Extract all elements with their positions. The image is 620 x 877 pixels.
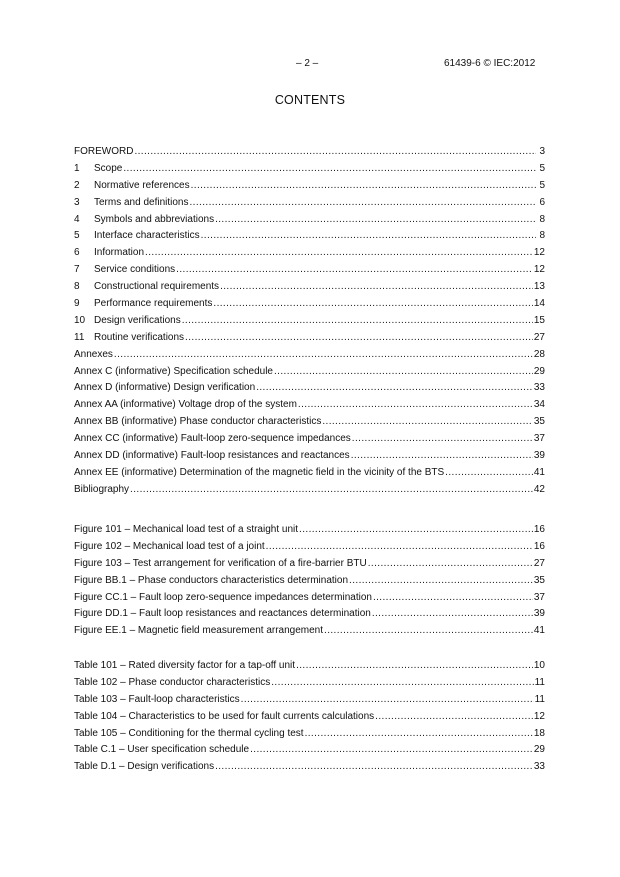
toc-entry[interactable] — [74, 726, 545, 743]
dot-leader — [185, 330, 533, 347]
toc-entry[interactable] — [74, 709, 545, 726]
dot-leader — [213, 296, 532, 313]
toc-entry[interactable] — [74, 144, 545, 161]
toc-entry-page: 8 — [539, 213, 545, 225]
toc-entry-page: 39 — [533, 450, 545, 462]
dot-leader — [368, 556, 533, 573]
toc-entry-title: Table 101 – Rated diversity factor for a tap-off unit — [74, 660, 296, 671]
toc-entry-title: Annexes — [74, 348, 113, 360]
toc-entry-page: 10 — [533, 660, 545, 671]
toc-entry[interactable] — [74, 161, 545, 178]
toc-entry[interactable] — [74, 279, 545, 296]
toc-entry-page: 37 — [533, 591, 545, 603]
toc-entry-page: 12 — [533, 264, 545, 276]
dot-leader — [296, 658, 533, 675]
toc-entry[interactable] — [74, 228, 545, 245]
toc-entry-page: 28 — [533, 348, 545, 360]
toc-entry[interactable] — [74, 330, 545, 347]
toc-entry-title: Annex EE (informative) Determination of the magnetic field in the vicinity of the BTS — [74, 466, 445, 478]
toc-entry[interactable] — [74, 397, 545, 414]
toc-entry[interactable] — [74, 431, 545, 448]
toc-entry-title: Figure 102 – Mechanical load test of a joint — [74, 540, 265, 552]
toc-entry-title: Terms and definitions — [94, 196, 189, 208]
toc-entry-title: Service conditions — [94, 264, 176, 276]
dot-leader — [241, 692, 534, 709]
toc-entry-page: 35 — [533, 574, 545, 586]
toc-entry-page: 37 — [533, 433, 545, 445]
toc-entry-page: 27 — [533, 331, 545, 343]
toc-entry-number: 10 — [74, 314, 86, 326]
dot-leader — [351, 448, 533, 465]
toc-entry-number: 4 — [74, 213, 80, 225]
toc-entry-number: 1 — [74, 162, 80, 174]
dot-leader — [445, 465, 533, 482]
toc-entry-page: 29 — [533, 365, 545, 377]
toc-entry-title: Figure DD.1 – Fault loop resistances and reactances determination — [74, 608, 371, 620]
toc-entry-title: Annex CC (informative) Fault-loop zero-sequence impedances — [74, 433, 351, 445]
toc-entry[interactable] — [74, 178, 545, 195]
toc-entry[interactable] — [74, 296, 545, 313]
toc-entry-page: 6 — [539, 196, 545, 208]
toc-entry[interactable] — [74, 313, 545, 330]
toc-entry-number: 3 — [74, 196, 80, 208]
dot-leader — [176, 262, 533, 279]
toc-entry-title: Information — [94, 247, 145, 259]
dot-leader — [298, 397, 533, 414]
dot-leader — [324, 623, 533, 640]
dot-leader — [375, 709, 533, 726]
toc-entry-page: 12 — [533, 247, 545, 259]
toc-entry[interactable] — [74, 380, 545, 397]
toc-entry-page: 16 — [533, 524, 545, 535]
page-title: CONTENTS — [274, 93, 346, 107]
toc-entry[interactable] — [74, 692, 545, 709]
toc-entry-title: Table 102 – Phase conductor characteristics — [74, 676, 271, 688]
dot-leader — [220, 279, 533, 296]
toc-entry-page: 13 — [533, 281, 545, 293]
toc-entry-number: 2 — [74, 179, 80, 191]
dot-leader — [130, 482, 533, 499]
dot-leader — [305, 726, 533, 743]
toc-entry[interactable] — [74, 482, 545, 499]
dot-leader — [190, 195, 537, 212]
toc-entry-page: 11 — [534, 693, 545, 705]
tables-list — [74, 658, 545, 776]
toc-entry[interactable] — [74, 675, 545, 692]
toc-entry[interactable] — [74, 658, 545, 675]
toc-entry-page: 5 — [539, 179, 545, 191]
toc-entry-page: 42 — [533, 483, 545, 495]
toc-entry[interactable] — [74, 590, 545, 607]
toc-entry-page: 33 — [533, 382, 545, 394]
toc-entry-title: Figure EE.1 – Magnetic field measurement arrangement — [74, 625, 324, 637]
toc-entry[interactable] — [74, 623, 545, 640]
toc-entry[interactable] — [74, 522, 545, 539]
toc-entry[interactable] — [74, 195, 545, 212]
toc-entry-page: 3 — [539, 146, 545, 157]
toc-entry-title: Figure CC.1 – Fault loop zero-sequence impedances determination — [74, 591, 372, 603]
dot-leader — [215, 212, 536, 229]
dot-leader — [256, 380, 533, 397]
toc-entry[interactable] — [74, 573, 545, 590]
toc-entry-page: 34 — [533, 399, 545, 411]
toc-entry[interactable] — [74, 364, 545, 381]
toc-entry[interactable] — [74, 742, 545, 759]
toc-entry-title: Interface characteristics — [94, 230, 200, 242]
toc-entry-page: 39 — [533, 608, 545, 620]
dot-leader — [215, 759, 533, 776]
toc-entry-page: 8 — [539, 230, 545, 242]
dot-leader — [182, 313, 533, 330]
toc-entry-title: Table 104 – Characteristics to be used for fault currents calculations — [74, 710, 375, 722]
standard-reference: 61439-6 © IEC:2012 — [444, 58, 536, 69]
dot-leader — [201, 228, 536, 245]
toc-entry-title: Table D.1 – Design verifications — [74, 761, 215, 773]
toc-entry-title: Annex AA (informative) Voltage drop of the system — [74, 399, 297, 411]
toc-entry-title: Figure 103 – Test arrangement for verification of a fire-barrier BTU — [74, 557, 367, 569]
toc-entry-page: 33 — [533, 761, 545, 773]
toc-entry-title: Performance requirements — [94, 298, 213, 310]
figures-list — [74, 522, 545, 640]
toc-entry-title: Bibliography — [74, 483, 130, 495]
dot-leader — [352, 431, 533, 448]
toc-entry-page: 16 — [533, 540, 545, 552]
toc-entry-title: Figure BB.1 – Phase conductors characteristics determination — [74, 574, 349, 586]
toc-entry-title: Annex DD (informative) Fault-loop resistances and reactances — [74, 450, 350, 462]
toc-entry-title: Annex D (informative) Design verification — [74, 382, 256, 394]
toc-entry-title: FOREWORD — [74, 146, 134, 157]
dot-leader — [322, 414, 533, 431]
toc-entry-title: Scope — [94, 162, 123, 174]
toc-entry-title: Table C.1 – User specification schedule — [74, 744, 250, 756]
toc-entry-title: Constructional requirements — [94, 281, 220, 293]
dot-leader — [299, 522, 533, 539]
dot-leader — [271, 675, 533, 692]
toc-entry-page: 27 — [533, 557, 545, 569]
toc-entry-title: Symbols and abbreviations — [94, 213, 215, 225]
toc-entry[interactable] — [74, 539, 545, 556]
toc-entry-title: Table 105 – Conditioning for the thermal cycling test — [74, 727, 304, 739]
dot-leader — [191, 178, 536, 195]
toc-entry-number: 7 — [74, 264, 80, 276]
toc-entry[interactable] — [74, 759, 545, 776]
dot-leader — [274, 364, 533, 381]
toc-entry-page: 12 — [533, 710, 545, 722]
toc-entry[interactable] — [74, 212, 545, 229]
toc-entry-page: 41 — [533, 625, 545, 637]
toc-entry-page: 18 — [533, 727, 545, 739]
toc-entry[interactable] — [74, 448, 545, 465]
toc-entry-number: 6 — [74, 247, 80, 259]
toc-entry-title: Annex C (informative) Specification schedule — [74, 365, 273, 377]
toc-entry-number: 9 — [74, 298, 80, 310]
toc-entry[interactable] — [74, 606, 545, 623]
dot-leader — [373, 590, 533, 607]
dot-leader — [134, 144, 536, 161]
toc-entry[interactable] — [74, 262, 545, 279]
toc-entry-title: Routine verifications — [94, 331, 185, 343]
toc-entry-title: Figure 101 – Mechanical load test of a straight unit — [74, 524, 299, 535]
dot-leader — [349, 573, 533, 590]
page-number: – 2 – — [296, 58, 319, 69]
dot-leader — [250, 742, 533, 759]
toc-entry-title: Design verifications — [94, 314, 181, 326]
toc-entry-page: 29 — [533, 744, 545, 756]
toc-entry[interactable] — [74, 556, 545, 573]
toc-entry[interactable] — [74, 414, 545, 431]
contents-list — [74, 144, 545, 499]
toc-entry-number: 5 — [74, 230, 80, 242]
toc-entry-page: 41 — [533, 466, 545, 478]
toc-entry-page: 35 — [533, 416, 545, 428]
dot-leader — [266, 539, 533, 556]
toc-entry-number: 8 — [74, 281, 80, 293]
toc-entry-title: Annex BB (informative) Phase conductor characteristics — [74, 416, 322, 428]
toc-entry-page: 15 — [533, 314, 545, 326]
toc-entry-page: 14 — [533, 298, 545, 310]
dot-leader — [123, 161, 536, 178]
dot-leader — [145, 245, 533, 262]
toc-entry-page: 11 — [534, 676, 545, 688]
toc-entry-number: 11 — [74, 331, 85, 343]
toc-entry[interactable] — [74, 245, 545, 262]
toc-entry-title: Table 103 – Fault-loop characteristics — [74, 693, 240, 705]
toc-entry[interactable] — [74, 465, 545, 482]
toc-entry-title: Normative references — [94, 179, 190, 191]
toc-entry-page: 5 — [539, 162, 545, 174]
dot-leader — [114, 347, 533, 364]
dot-leader — [372, 606, 533, 623]
toc-entry[interactable] — [74, 347, 545, 364]
